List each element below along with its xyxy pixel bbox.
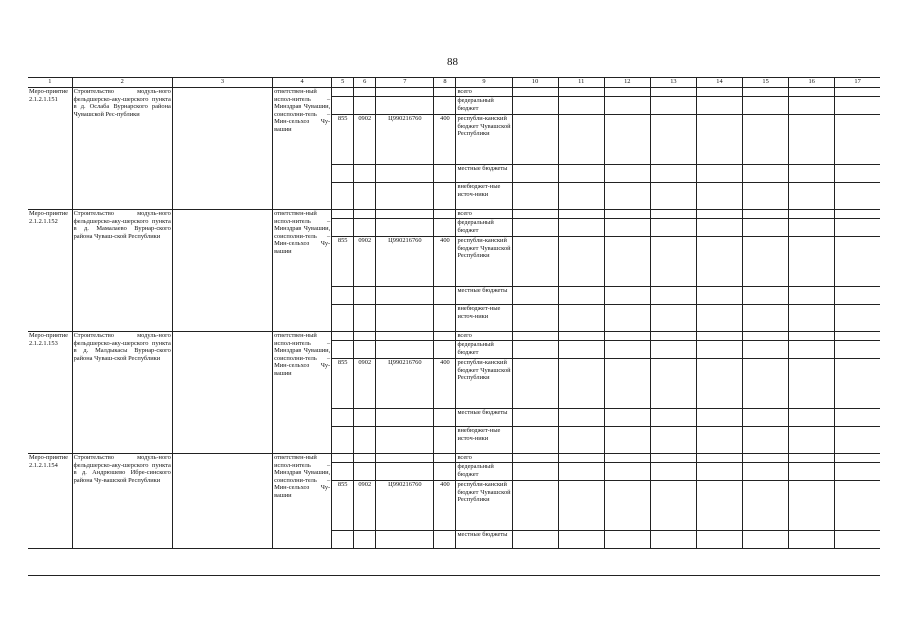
value-cell [743,115,789,165]
value-cell [835,454,880,463]
value-cell [696,359,742,409]
value-cell [558,115,604,165]
value-cell [512,183,558,210]
value-cell [835,183,880,210]
value-cell [604,427,650,454]
value-cell [512,237,558,287]
empty-cell [354,427,376,454]
empty-cell [172,454,272,549]
empty-cell [376,454,434,463]
value-cell [743,287,789,305]
value-cell [650,237,696,287]
value-cell [789,183,835,210]
funding-source: местные бюджеты [456,165,512,183]
empty-cell [354,305,376,332]
value-cell [604,88,650,97]
value-cell [558,332,604,341]
value-cell [835,463,880,481]
value-cell [558,359,604,409]
value-cell [604,332,650,341]
empty-cell [332,463,354,481]
value-cell [604,341,650,359]
value-cell [558,463,604,481]
page-number: 88 [447,56,458,68]
value-cell [650,531,696,549]
header-cell: 2 [72,78,172,88]
header-cell: 5 [332,78,354,88]
table-row [28,88,880,97]
value-cell [789,97,835,115]
value-cell [696,454,742,463]
value-cell [696,332,742,341]
value-cell [650,165,696,183]
funding-source: федеральный бюджет [456,219,512,237]
empty-cell [376,427,434,454]
value-cell [650,287,696,305]
value-cell [512,531,558,549]
value-cell [512,165,558,183]
empty-cell [332,305,354,332]
value-cell [512,332,558,341]
value-cell [512,463,558,481]
header-cell: 4 [273,78,332,88]
value-cell [789,341,835,359]
value-cell [789,359,835,409]
value-cell [604,183,650,210]
value-cell [604,481,650,531]
csr-code: Ц990216760 [376,481,434,531]
value-cell [789,409,835,427]
value-cell [696,463,742,481]
funding-source: внебюджет-ные источ-ники [456,305,512,332]
grbs-code: 855 [332,115,354,165]
header-cell: 15 [743,78,789,88]
empty-cell [354,219,376,237]
header-cell: 3 [172,78,272,88]
funding-source: местные бюджеты [456,409,512,427]
value-cell [604,115,650,165]
header-cell: 8 [434,78,456,88]
value-cell [650,183,696,210]
empty-cell [332,454,354,463]
value-cell [604,359,650,409]
empty-cell [332,409,354,427]
header-cell: 11 [558,78,604,88]
value-cell [835,481,880,531]
empty-cell [332,210,354,219]
value-cell [789,531,835,549]
value-cell [650,481,696,531]
empty-cell [354,341,376,359]
value-cell [650,341,696,359]
measure-executor: ответствен-ный испол-нитель – Минздрав Чувашии, соисполни-тель – Мин-сельхоз Чу-вашии [273,454,332,549]
value-cell [835,97,880,115]
empty-cell [354,332,376,341]
empty-cell [376,531,434,549]
header-cell: 1 [28,78,72,88]
value-cell [743,88,789,97]
empty-cell [434,454,456,463]
empty-cell [354,287,376,305]
value-cell [696,237,742,287]
value-cell [650,97,696,115]
funding-source: республи-канский бюджет Чувашской Республики [456,237,512,287]
csr-code: Ц990216760 [376,237,434,287]
funding-source: федеральный бюджет [456,341,512,359]
empty-cell [376,305,434,332]
measure-executor: ответствен-ный испол-нитель – Минздрав Чувашии, соисполни-тель – Мин-сельхоз Чу-вашии [273,210,332,332]
value-cell [604,287,650,305]
value-cell [558,409,604,427]
value-cell [650,409,696,427]
value-cell [604,463,650,481]
value-cell [512,97,558,115]
value-cell [650,454,696,463]
funding-source: республи-канский бюджет Чувашской Республики [456,359,512,409]
value-cell [835,332,880,341]
value-cell [604,305,650,332]
value-cell [650,463,696,481]
value-cell [650,305,696,332]
value-cell [835,341,880,359]
empty-cell [332,219,354,237]
value-cell [696,210,742,219]
empty-cell [376,88,434,97]
value-cell [835,237,880,287]
empty-cell [332,183,354,210]
value-cell [743,454,789,463]
value-cell [789,115,835,165]
value-cell [512,427,558,454]
value-cell [789,305,835,332]
value-cell [604,210,650,219]
empty-cell [172,332,272,454]
rzpr-code: 0902 [354,481,376,531]
value-cell [696,97,742,115]
empty-cell [434,341,456,359]
empty-cell [376,210,434,219]
empty-cell [376,341,434,359]
funding-source: республи-канский бюджет Чувашской Республики [456,481,512,531]
empty-cell [332,287,354,305]
value-cell [512,88,558,97]
header-cell: 12 [604,78,650,88]
value-cell [604,531,650,549]
value-cell [650,88,696,97]
empty-cell [332,427,354,454]
header-cell: 17 [835,78,880,88]
value-cell [558,210,604,219]
program-table [28,77,880,549]
value-cell [743,409,789,427]
funding-source: внебюджет-ные источ-ники [456,427,512,454]
rzpr-code: 0902 [354,237,376,287]
measure-title: Строительство модуль-ного фельдшерско-аку-шерского пункта в д. Андрюшево Ибре-синского района Чу-вашской Республики [72,454,172,549]
value-cell [835,219,880,237]
value-cell [558,531,604,549]
empty-cell [354,463,376,481]
funding-source: внебюджет-ные источ-ники [456,183,512,210]
value-cell [650,359,696,409]
empty-cell [376,409,434,427]
value-cell [558,287,604,305]
empty-cell [434,305,456,332]
value-cell [696,219,742,237]
funding-source: федеральный бюджет [456,97,512,115]
header-cell: 10 [512,78,558,88]
measure-id: Меро-приятие 2.1.2.1.151 [28,88,72,210]
value-cell [558,427,604,454]
value-cell [558,481,604,531]
value-cell [650,332,696,341]
value-cell [512,481,558,531]
vr-code: 400 [434,115,456,165]
value-cell [696,427,742,454]
csr-code: Ц990216760 [376,359,434,409]
empty-cell [376,165,434,183]
value-cell [558,183,604,210]
value-cell [604,409,650,427]
empty-cell [434,531,456,549]
measure-id: Меро-приятие 2.1.2.1.154 [28,454,72,549]
value-cell [512,409,558,427]
value-cell [789,237,835,287]
table-bottom-rule [28,575,880,576]
value-cell [650,115,696,165]
empty-cell [332,531,354,549]
empty-cell [332,97,354,115]
value-cell [558,454,604,463]
measure-executor: ответствен-ный испол-нитель – Минздрав Чувашии, соисполни-тель – Мин-сельхоз Чу-вашии [273,88,332,210]
empty-cell [332,88,354,97]
empty-cell [376,97,434,115]
empty-cell [434,409,456,427]
value-cell [558,341,604,359]
empty-cell [434,165,456,183]
value-cell [789,463,835,481]
measure-title: Строительство модуль-ного фельдшерско-аку-шерского пункта в д. Малдыкасы Вурнар-ского района Чуваш-ской Республики [72,332,172,454]
empty-cell [354,97,376,115]
value-cell [743,305,789,332]
value-cell [743,183,789,210]
funding-source: местные бюджеты [456,531,512,549]
value-cell [789,454,835,463]
table-row [28,454,880,463]
value-cell [835,305,880,332]
grbs-code: 855 [332,237,354,287]
grbs-code: 855 [332,359,354,409]
value-cell [835,88,880,97]
value-cell [558,88,604,97]
value-cell [835,165,880,183]
value-cell [696,88,742,97]
measure-title: Строительство модуль-ного фельдшерско-аку-шерского пункта в д. Мамалаево Вурнар-ского района Чуваш-ской Республики [72,210,172,332]
value-cell [604,454,650,463]
empty-cell [376,287,434,305]
empty-cell [376,219,434,237]
empty-cell [434,427,456,454]
value-cell [512,219,558,237]
header-cell: 14 [696,78,742,88]
value-cell [789,165,835,183]
vr-code: 400 [434,359,456,409]
value-cell [650,219,696,237]
rzpr-code: 0902 [354,115,376,165]
value-cell [743,463,789,481]
value-cell [789,332,835,341]
empty-cell [354,88,376,97]
table-row [28,210,880,219]
table-row [28,332,880,341]
measure-id: Меро-приятие 2.1.2.1.152 [28,210,72,332]
value-cell [696,531,742,549]
value-cell [835,531,880,549]
value-cell [650,210,696,219]
value-cell [789,427,835,454]
value-cell [743,237,789,287]
value-cell [743,481,789,531]
value-cell [835,210,880,219]
value-cell [743,165,789,183]
empty-cell [376,463,434,481]
header-cell: 6 [354,78,376,88]
header-cell: 13 [650,78,696,88]
value-cell [743,341,789,359]
empty-cell [354,454,376,463]
empty-cell [434,219,456,237]
empty-cell [434,88,456,97]
empty-cell [332,332,354,341]
vr-code: 400 [434,481,456,531]
value-cell [743,427,789,454]
value-cell [835,115,880,165]
value-cell [789,287,835,305]
empty-cell [172,210,272,332]
value-cell [743,219,789,237]
funding-source: всего [456,332,512,341]
value-cell [696,165,742,183]
funding-source: всего [456,88,512,97]
value-cell [743,332,789,341]
value-cell [512,454,558,463]
value-cell [696,115,742,165]
funding-source: республи-канский бюджет Чувашской Республики [456,115,512,165]
empty-cell [434,183,456,210]
value-cell [743,531,789,549]
value-cell [743,210,789,219]
value-cell [512,305,558,332]
header-cell: 9 [456,78,512,88]
funding-source: всего [456,210,512,219]
value-cell [558,97,604,115]
value-cell [789,210,835,219]
value-cell [604,97,650,115]
value-cell [604,237,650,287]
value-cell [743,359,789,409]
value-cell [558,219,604,237]
value-cell [696,409,742,427]
empty-cell [434,210,456,219]
measure-id: Меро-приятие 2.1.2.1.153 [28,332,72,454]
vr-code: 400 [434,237,456,287]
value-cell [696,341,742,359]
value-cell [835,287,880,305]
empty-cell [332,341,354,359]
empty-cell [354,165,376,183]
value-cell [696,183,742,210]
value-cell [835,359,880,409]
grbs-code: 855 [332,481,354,531]
table-body [28,78,880,549]
empty-cell [354,531,376,549]
measure-executor: ответствен-ный испол-нитель – Минздрав Чувашии, соисполни-тель – Мин-сельхоз Чу-вашии [273,332,332,454]
value-cell [558,305,604,332]
empty-cell [376,183,434,210]
rzpr-code: 0902 [354,359,376,409]
value-cell [558,165,604,183]
value-cell [512,210,558,219]
value-cell [512,341,558,359]
value-cell [789,88,835,97]
csr-code: Ц990216760 [376,115,434,165]
value-cell [835,427,880,454]
value-cell [789,219,835,237]
funding-source: федеральный бюджет [456,463,512,481]
header-row [28,78,880,88]
empty-cell [354,183,376,210]
empty-cell [172,88,272,210]
value-cell [743,97,789,115]
empty-cell [332,165,354,183]
empty-cell [434,463,456,481]
value-cell [650,427,696,454]
value-cell [604,219,650,237]
measure-title: Строительство модуль-ного фельдшерско-аку-шерского пункта в д. Ослаба Вурнарского района Чувашской Рес-публики [72,88,172,210]
value-cell [696,287,742,305]
value-cell [512,287,558,305]
empty-cell [354,409,376,427]
value-cell [789,481,835,531]
value-cell [696,481,742,531]
empty-cell [434,332,456,341]
value-cell [835,409,880,427]
empty-cell [354,210,376,219]
header-cell: 7 [376,78,434,88]
header-cell: 16 [789,78,835,88]
value-cell [558,237,604,287]
value-cell [696,305,742,332]
value-cell [604,165,650,183]
value-cell [512,359,558,409]
empty-cell [434,97,456,115]
value-cell [512,115,558,165]
funding-source: местные бюджеты [456,287,512,305]
funding-source: всего [456,454,512,463]
empty-cell [434,287,456,305]
empty-cell [376,332,434,341]
